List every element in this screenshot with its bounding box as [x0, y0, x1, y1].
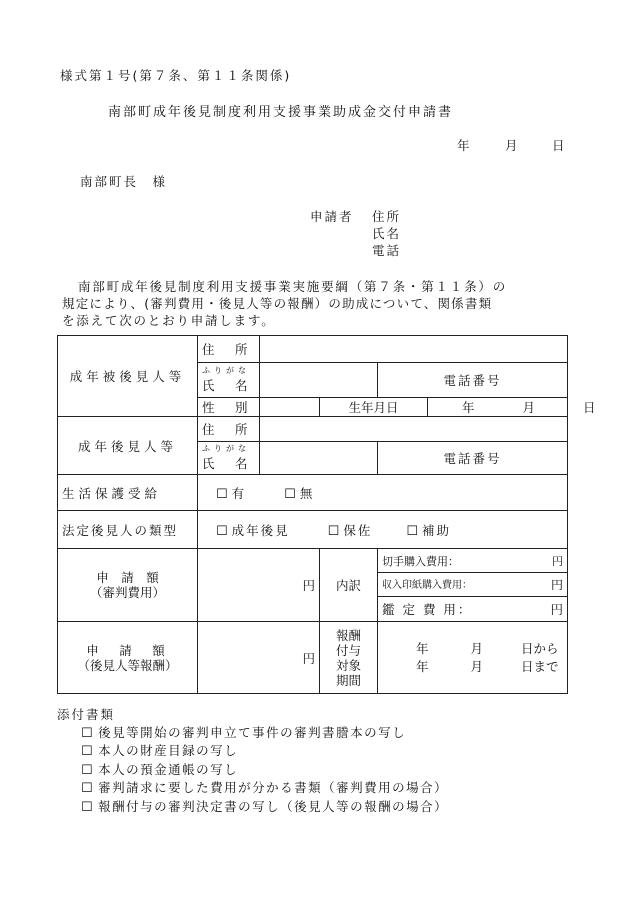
application-table	[57, 335, 596, 694]
intro-line: 南部町成年後見制度利用支援事業実施要綱（第７条・第１１条）の	[78, 279, 508, 294]
name-label: 氏 名	[202, 456, 252, 471]
furigana-label: ふりがな	[202, 366, 250, 375]
amount-label-reward: 申 請 額 （後見人等報酬）	[58, 622, 198, 694]
date-month: 月	[505, 138, 518, 153]
checkbox-icon: ☐	[81, 799, 95, 815]
gender-field[interactable]	[260, 398, 320, 417]
checkbox-icon: ☐	[327, 523, 340, 539]
applicant-phone: 電話	[372, 243, 402, 258]
period-from: 年 月 日から	[416, 640, 559, 656]
revenue-stamp-fee-row[interactable]: 収入印紙購入費用： 円	[378, 573, 568, 597]
guardian-address-field[interactable]	[260, 417, 568, 442]
guardian-phone-label: 電話番号	[378, 442, 568, 475]
form-number: 様式第１号(第７条、第１１条関係)	[60, 68, 292, 83]
date-day: 日	[552, 138, 565, 153]
gender-label: 性 別	[198, 398, 260, 417]
guardian-name-label	[198, 442, 260, 475]
furigana-label: ふりがな	[202, 444, 250, 453]
attachment-item[interactable]: ☐ 報酬付与の審判決定書の写し（後見人等の報酬の場合）	[81, 798, 449, 815]
ward-address-label: 住 所	[198, 336, 260, 363]
amount-label-fees: 申 請 額 （審判費用）	[58, 549, 198, 622]
intro-line: を添えて次のとおり申請します。	[62, 313, 276, 328]
period-to: 年 月 日まで	[416, 658, 559, 674]
intro-line: 規定により、(審判費用・後見人等の報酬）の助成について、関係書類	[62, 296, 493, 311]
ward-label: 成年被後見人等	[58, 336, 198, 417]
name-label: 氏 名	[202, 378, 252, 393]
type-option-curatorship[interactable]: ☐ 保佐	[327, 522, 373, 539]
attachment-item[interactable]: ☐ 審判請求に要した費用が分かる書類（審判費用の場合）	[81, 780, 449, 796]
welfare-label: 生活保護受給	[58, 475, 198, 511]
applicant-name: 氏名	[372, 226, 402, 241]
welfare-no-option[interactable]: ☐ 無	[284, 485, 313, 502]
ward-name-label	[198, 363, 260, 398]
page-title: 南部町成年後見制度利用支援事業助成金交付申請書	[108, 105, 454, 120]
checkbox-icon: ☐	[81, 725, 95, 741]
ward-address-field[interactable]	[260, 336, 568, 363]
checkbox-icon: ☐	[81, 762, 95, 778]
checkbox-icon: ☐	[216, 523, 228, 539]
yen-label: 円	[302, 650, 315, 666]
guardian-type-options	[198, 511, 568, 549]
birth-field[interactable]	[428, 398, 596, 417]
attachment-item[interactable]: ☐ 本人の財産目録の写し	[81, 743, 239, 759]
amount-reward-field[interactable]	[198, 622, 320, 694]
guardian-type-label: 法定後見人の類型	[58, 511, 198, 549]
checkbox-icon: ☐	[216, 486, 228, 502]
birth-day: 日	[583, 400, 596, 415]
type-option-guardianship[interactable]: ☐ 成年後見	[216, 522, 290, 539]
guardian-name-field[interactable]	[260, 442, 378, 475]
breakdown-label: 内訳	[320, 549, 378, 622]
attachments-section	[57, 706, 448, 816]
welfare-yes-option[interactable]: ☐ 有	[216, 485, 245, 502]
appraisal-fee-row[interactable]: 鑑 定 費 用： 円	[378, 597, 568, 622]
checkbox-icon: ☐	[406, 523, 418, 539]
applicant-label: 申請者	[310, 209, 354, 224]
birth-label: 生年月日	[320, 398, 428, 417]
ward-phone-label: 電話番号	[378, 363, 568, 398]
guardian-address-label: 住 所	[198, 417, 260, 442]
checkbox-icon: ☐	[81, 781, 95, 796]
reward-period-field[interactable]	[378, 622, 568, 694]
addressee: 南部町長 様	[80, 174, 168, 189]
attachment-item[interactable]: ☐ 後見等開始の審判申立て事件の審判書謄本の写し	[81, 724, 407, 741]
date-year: 年	[457, 138, 470, 153]
amount-fees-field[interactable]	[198, 549, 320, 622]
guardian-label: 成年後見人等	[58, 417, 198, 475]
reward-period-label: 報酬 付与 対象 期間	[320, 622, 378, 694]
checkbox-icon: ☐	[81, 744, 95, 759]
yen-label: 円	[302, 578, 315, 593]
welfare-options	[198, 475, 568, 511]
type-option-assistance[interactable]: ☐ 補助	[406, 522, 451, 539]
birth-month: 月	[522, 400, 536, 415]
ward-name-field[interactable]	[260, 363, 378, 398]
stamp-fee-row[interactable]: 切手購入費用： 円	[378, 549, 568, 573]
checkbox-icon: ☐	[284, 486, 296, 502]
applicant-address: 住所	[372, 209, 402, 224]
attachments-label: 添付書類	[57, 707, 116, 722]
attachment-item[interactable]: ☐ 本人の預金通帳の写し	[81, 761, 239, 778]
birth-year: 年	[462, 400, 475, 415]
